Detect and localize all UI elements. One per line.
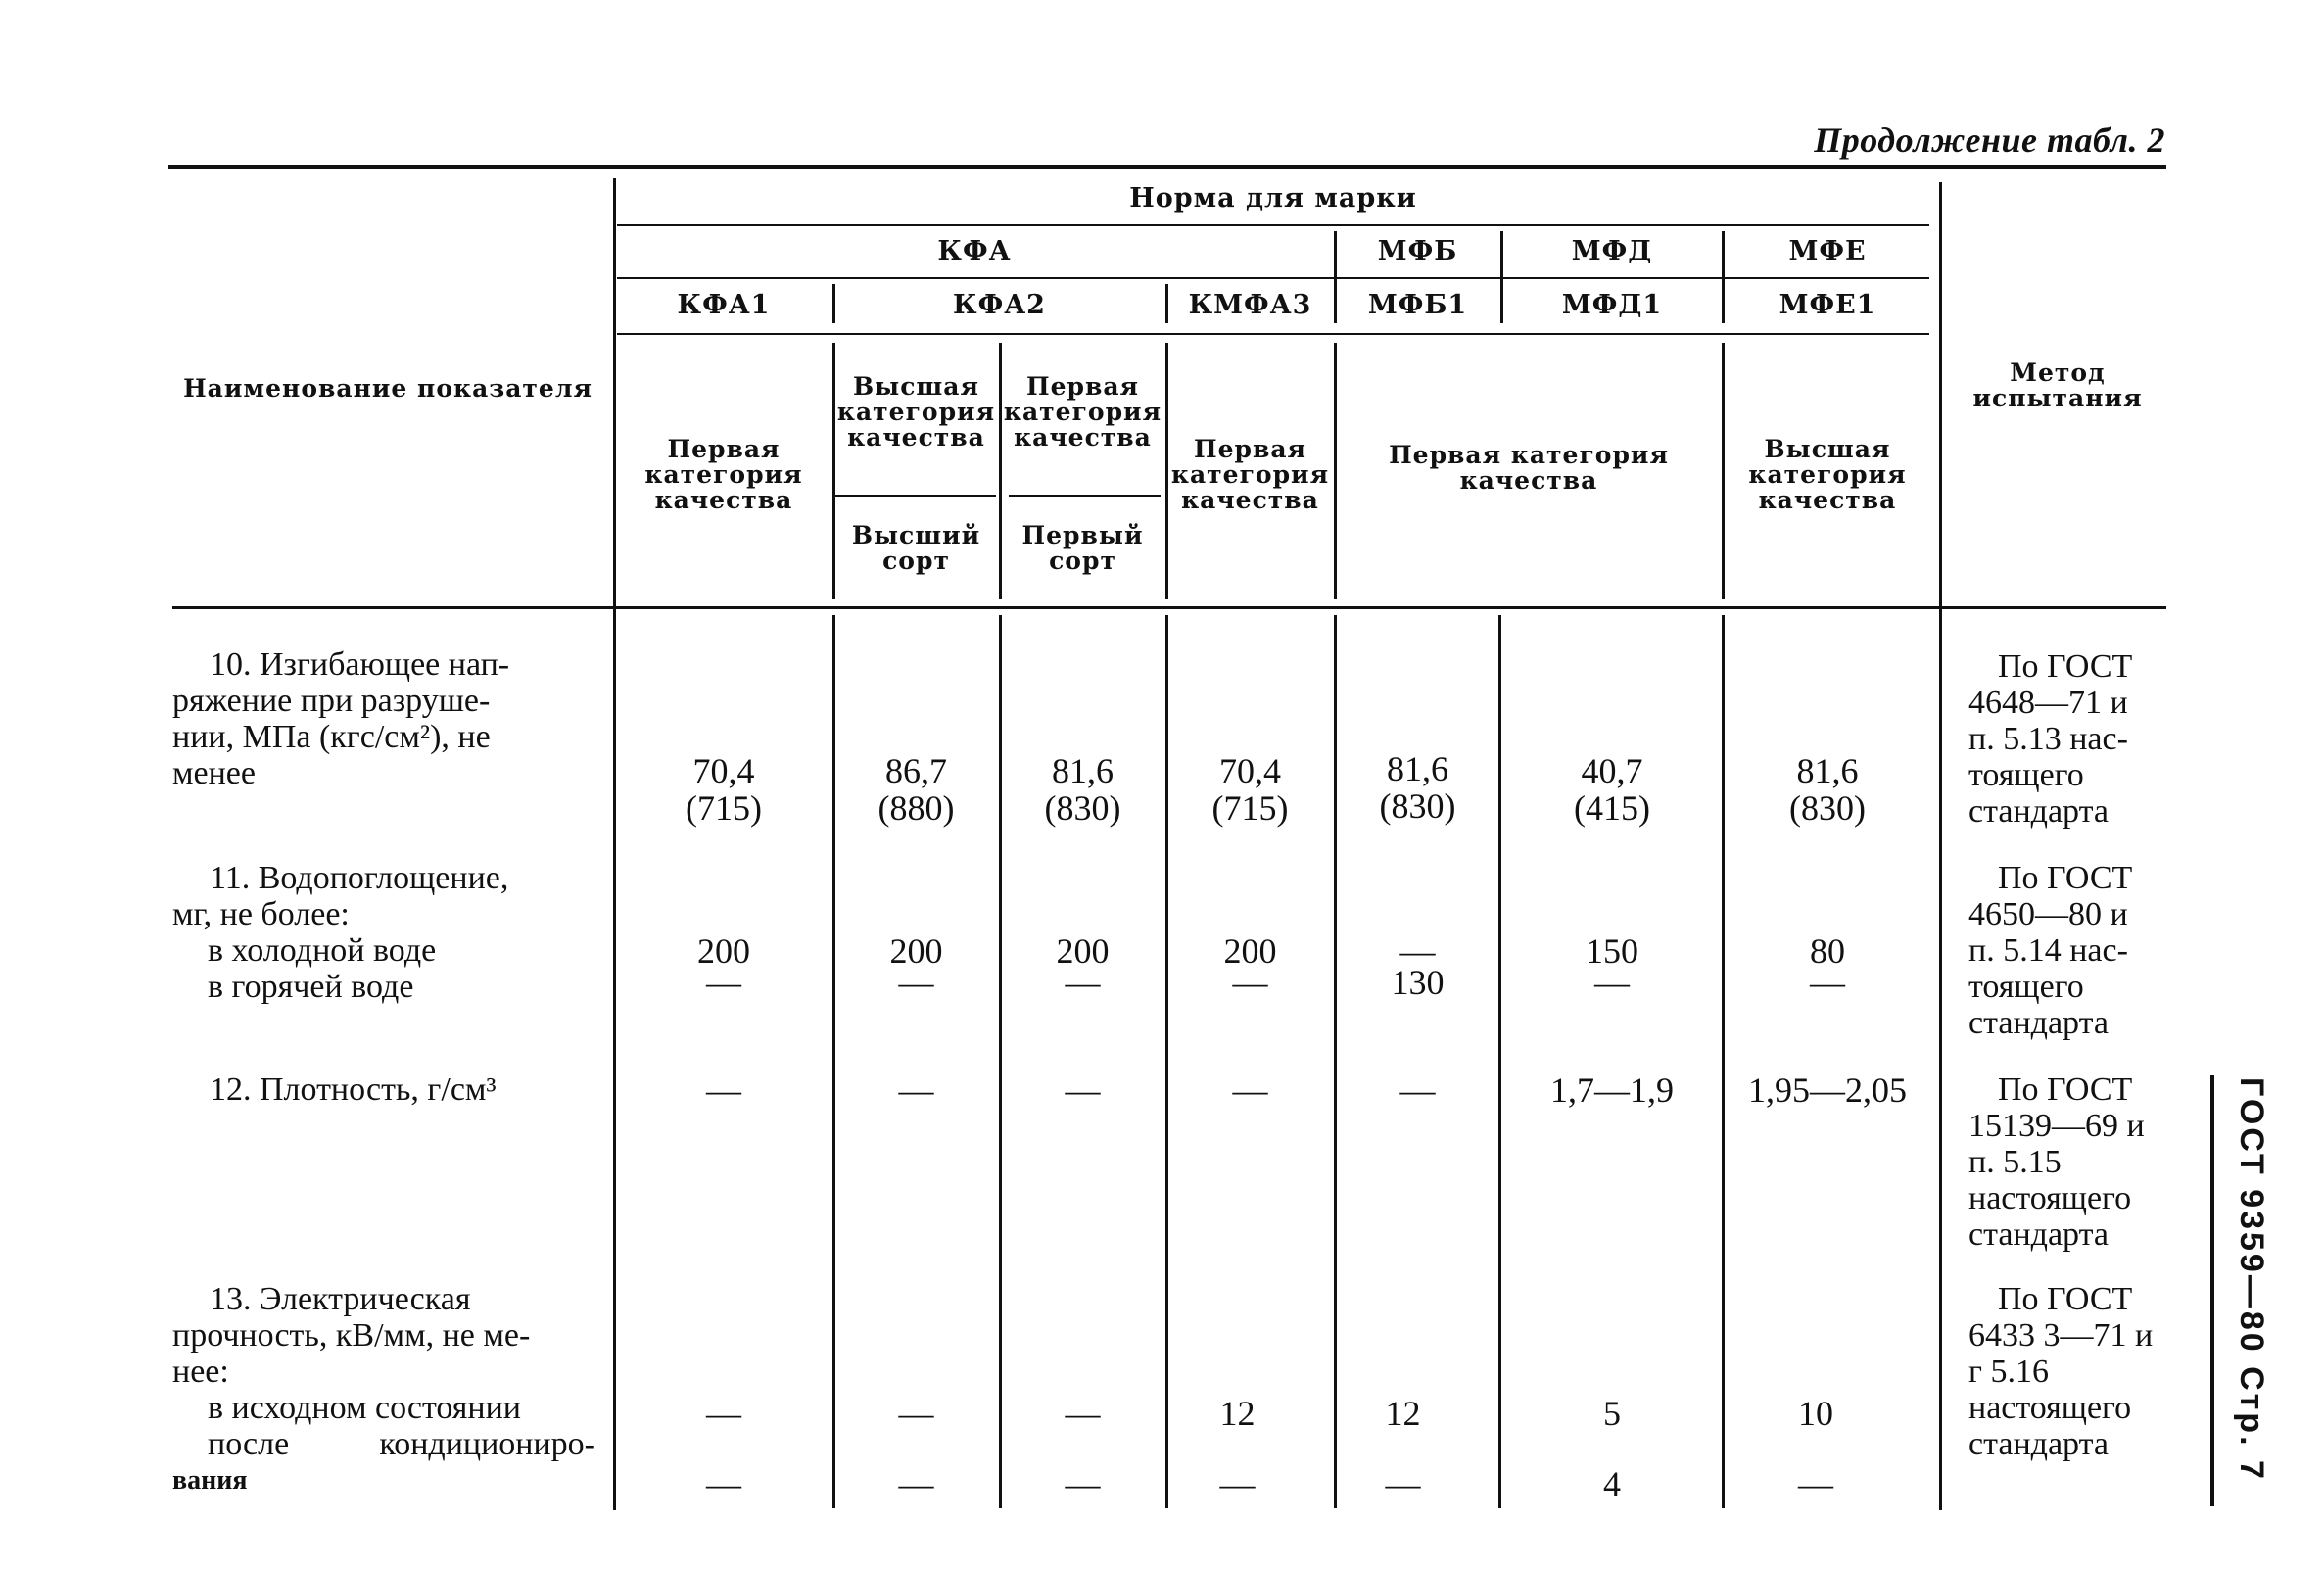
row-11-hot-kfa2a: — <box>898 963 934 1002</box>
sort-rule-2 <box>1009 495 1161 497</box>
hdr-v-mfe <box>1722 231 1725 323</box>
sort-kfa2b-l1: Первый <box>1021 521 1144 549</box>
row-10-kfa2b: 81,6 (830) <box>1044 751 1121 828</box>
cat-mfe1 <box>1726 437 1929 513</box>
cat-kfa2b-l3: качества <box>1014 423 1152 452</box>
group-rule <box>617 277 1929 279</box>
row-11-hot-mfb1: 130 <box>1391 963 1445 1002</box>
row-13-initial-kfa2a: — <box>898 1394 934 1433</box>
brand-kfa2: КФА2 <box>953 290 1046 320</box>
row-13-label-l3: нее: <box>172 1354 229 1390</box>
brand-kfa1: КФА1 <box>677 290 771 320</box>
header-norm: Норма для марки <box>1129 183 1417 214</box>
row-13-method: По ГОСТ 6433 3—71 и г 5.16 настоящего стандарта <box>1968 1281 2154 1462</box>
sort-kfa2b <box>1002 523 1163 574</box>
cat-mfe1-l3: качества <box>1758 486 1897 514</box>
row-13-initial-kfa2b: — <box>1065 1394 1101 1433</box>
row-11-label-l2: мг, не более: <box>172 896 350 932</box>
row-10-mfb1: 81,6 (830) <box>1379 749 1456 826</box>
cat-kfa2b-l1: Первая <box>1025 372 1140 401</box>
body-v-1 <box>832 615 835 1508</box>
sort-rule-1 <box>834 495 996 497</box>
row-13-sub-after: после кондициониро- <box>208 1426 595 1462</box>
cat-kfa1-l3: качества <box>654 486 793 514</box>
row-13-after-mfd1: 4 <box>1603 1464 1621 1503</box>
brand-kmfa3: КМФА3 <box>1188 290 1312 320</box>
row-12-mfb1: — <box>1399 1070 1436 1110</box>
row-10-mfd1: 40,7 (415) <box>1574 751 1650 828</box>
row-12-kfa1: — <box>706 1070 741 1110</box>
row-10-kmfa3: 70,4 (715) <box>1211 751 1289 828</box>
row-12-label <box>172 1071 595 1108</box>
row-11-method: По ГОСТ 4650—80 и п. 5.14 нас- тоящего стандарта <box>1968 860 2133 1041</box>
row-11-label <box>172 860 595 1005</box>
row-12-kmfa3: — <box>1232 1070 1268 1110</box>
row-13-initial-mfe1: 10 <box>1798 1394 1833 1433</box>
row-10-kfa1: 70,4 (715) <box>686 751 762 828</box>
cat-kfa1-l1: Первая <box>667 435 781 463</box>
row-10-label-l4: менее <box>172 755 256 791</box>
body-v-5 <box>1498 615 1501 1508</box>
row-10-kfa2a: 86,7 (880) <box>877 751 955 828</box>
row-12-mfd1: 1,7—1,9 <box>1550 1070 1674 1110</box>
cat-kfa2a <box>835 374 997 451</box>
sort-kfa2a-l2: сорт <box>882 547 950 575</box>
cat-v-5 <box>1722 343 1725 599</box>
row-11-label-l1: 11. Водопоглощение, <box>210 860 509 896</box>
row-11-cold-mfb1: — <box>1399 931 1436 971</box>
row-12-mfe1: 1,95—2,05 <box>1748 1070 1907 1110</box>
cat-mfb-mfd-l2: качества <box>1459 466 1598 495</box>
row-11-cold-kfa2a: 200 <box>889 931 943 971</box>
body-v-3 <box>1165 615 1168 1508</box>
row-12-kfa2a: — <box>898 1070 934 1110</box>
row-13-sub-initial: в исходном состоянии <box>208 1390 521 1426</box>
group-mfb: МФБ <box>1377 236 1458 266</box>
group-mfe: МФЕ <box>1788 236 1867 266</box>
cat-kfa2b <box>1002 374 1163 451</box>
header-indicator: Наименование показателя <box>183 374 593 403</box>
body-v-6 <box>1722 615 1725 1508</box>
cat-kfa1-l2: категория <box>644 460 803 489</box>
row-11-sub-cold: в холодной воде <box>208 932 437 969</box>
cat-mfb-mfd-l1: Первая категория <box>1389 441 1669 469</box>
group-mfd: МФД <box>1571 236 1653 266</box>
group-kfa: КФА <box>937 236 1012 266</box>
row-13-label <box>172 1281 595 1498</box>
side-page-label: ГОСТ 9359—80 Стр. 7 <box>2233 1077 2270 1482</box>
cat-kmfa3 <box>1168 437 1332 513</box>
row-10-label-l3: нии, МПа (кгс/см²), не <box>172 719 491 755</box>
row-10-mfe1: 81,6 (830) <box>1789 751 1866 828</box>
row-13-label-l2: прочность, кВ/мм, не ме- <box>172 1317 531 1354</box>
row-13-after-kfa2b: — <box>1065 1464 1101 1503</box>
cat-kfa2b-l2: категория <box>1003 398 1162 426</box>
row-11-hot-kfa1: — <box>706 963 741 1002</box>
body-v-2 <box>999 615 1002 1508</box>
continuation-title: Продолжение табл. 2 <box>1814 120 2165 160</box>
cat-kfa2a-l3: качества <box>847 423 985 452</box>
row-13-initial-kmfa3: 12 <box>1219 1394 1256 1433</box>
row-11-cold-kfa2b: 200 <box>1056 931 1110 971</box>
norm-rule <box>617 224 1929 226</box>
row-12-method: По ГОСТ 15139—69 и п. 5.15 настоящего стандарта <box>1968 1071 2145 1253</box>
row-11-cold-mfd1: 150 <box>1586 931 1638 971</box>
brand-rule <box>617 333 1929 335</box>
row-13-initial-mfb1: 12 <box>1385 1394 1421 1433</box>
row-11-cold-kfa1: 200 <box>697 931 750 971</box>
cat-kfa2a-l1: Высшая <box>853 372 979 401</box>
row-13-after-kmfa3: — <box>1219 1464 1256 1503</box>
brand-mfe1: МФЕ1 <box>1779 290 1876 320</box>
row-10-method: По ГОСТ 4648—71 и п. 5.13 нас- тоящего стандарта <box>1968 648 2133 830</box>
header-method-2: испытания <box>1972 384 2143 412</box>
cat-kmfa3-l1: Первая <box>1193 435 1307 463</box>
row-13-after-mfb1: — <box>1385 1464 1421 1503</box>
header-method-1: Метод <box>2010 358 2106 387</box>
header-bottom-rule <box>172 606 2166 609</box>
row-13-label-l1: 13. Электрическая <box>210 1281 471 1317</box>
header-method <box>1949 360 2166 411</box>
row-11-cold-mfe1: 80 <box>1810 931 1845 971</box>
row-11-hot-mfe1: — <box>1810 963 1845 1002</box>
body-v-4 <box>1334 615 1337 1508</box>
row-11-hot-kmfa3: — <box>1232 963 1268 1002</box>
col-line-0 <box>613 178 616 1510</box>
col-line-method <box>1939 182 1942 1510</box>
sort-kfa2a-l1: Высший <box>851 521 981 549</box>
row-13-sub-after-cont: вания <box>172 1465 248 1496</box>
row-13-initial-mfd1: 5 <box>1603 1394 1621 1433</box>
brand-mfd1: МФД1 <box>1561 290 1663 320</box>
row-13-after-kfa2a: — <box>898 1464 934 1503</box>
cat-kfa1 <box>617 437 830 513</box>
cat-mfb-mfd <box>1337 443 1721 494</box>
cat-mfe1-l2: категория <box>1748 460 1907 489</box>
row-13-after-kfa1: — <box>706 1464 741 1503</box>
row-11-cold-kmfa3: 200 <box>1223 931 1277 971</box>
cat-mfe1-l1: Высшая <box>1764 435 1891 463</box>
top-rule <box>168 165 2166 169</box>
row-11-hot-mfd1: — <box>1594 963 1630 1002</box>
cat-kmfa3-l3: качества <box>1181 486 1319 514</box>
row-12-kfa2b: — <box>1065 1070 1101 1110</box>
row-10-label-l2: ряжение при разруше- <box>172 683 491 719</box>
cat-kmfa3-l2: категория <box>1170 460 1330 489</box>
row-10-label <box>172 646 595 791</box>
brand-mfb1: МФБ1 <box>1367 290 1468 320</box>
sort-kfa2a <box>835 523 997 574</box>
row-11-hot-kfa2b: — <box>1065 963 1101 1002</box>
sort-kfa2b-l2: сорт <box>1049 547 1116 575</box>
row-13-initial-kfa1: — <box>706 1394 741 1433</box>
row-10-label-l1: 10. Изгибающее нап- <box>210 646 510 683</box>
row-12-label-l1: 12. Плотность, г/см³ <box>210 1071 497 1108</box>
row-11-sub-hot: в горячей воде <box>208 969 414 1005</box>
cat-kfa2a-l2: категория <box>836 398 996 426</box>
row-13-after-mfe1: — <box>1798 1464 1833 1503</box>
